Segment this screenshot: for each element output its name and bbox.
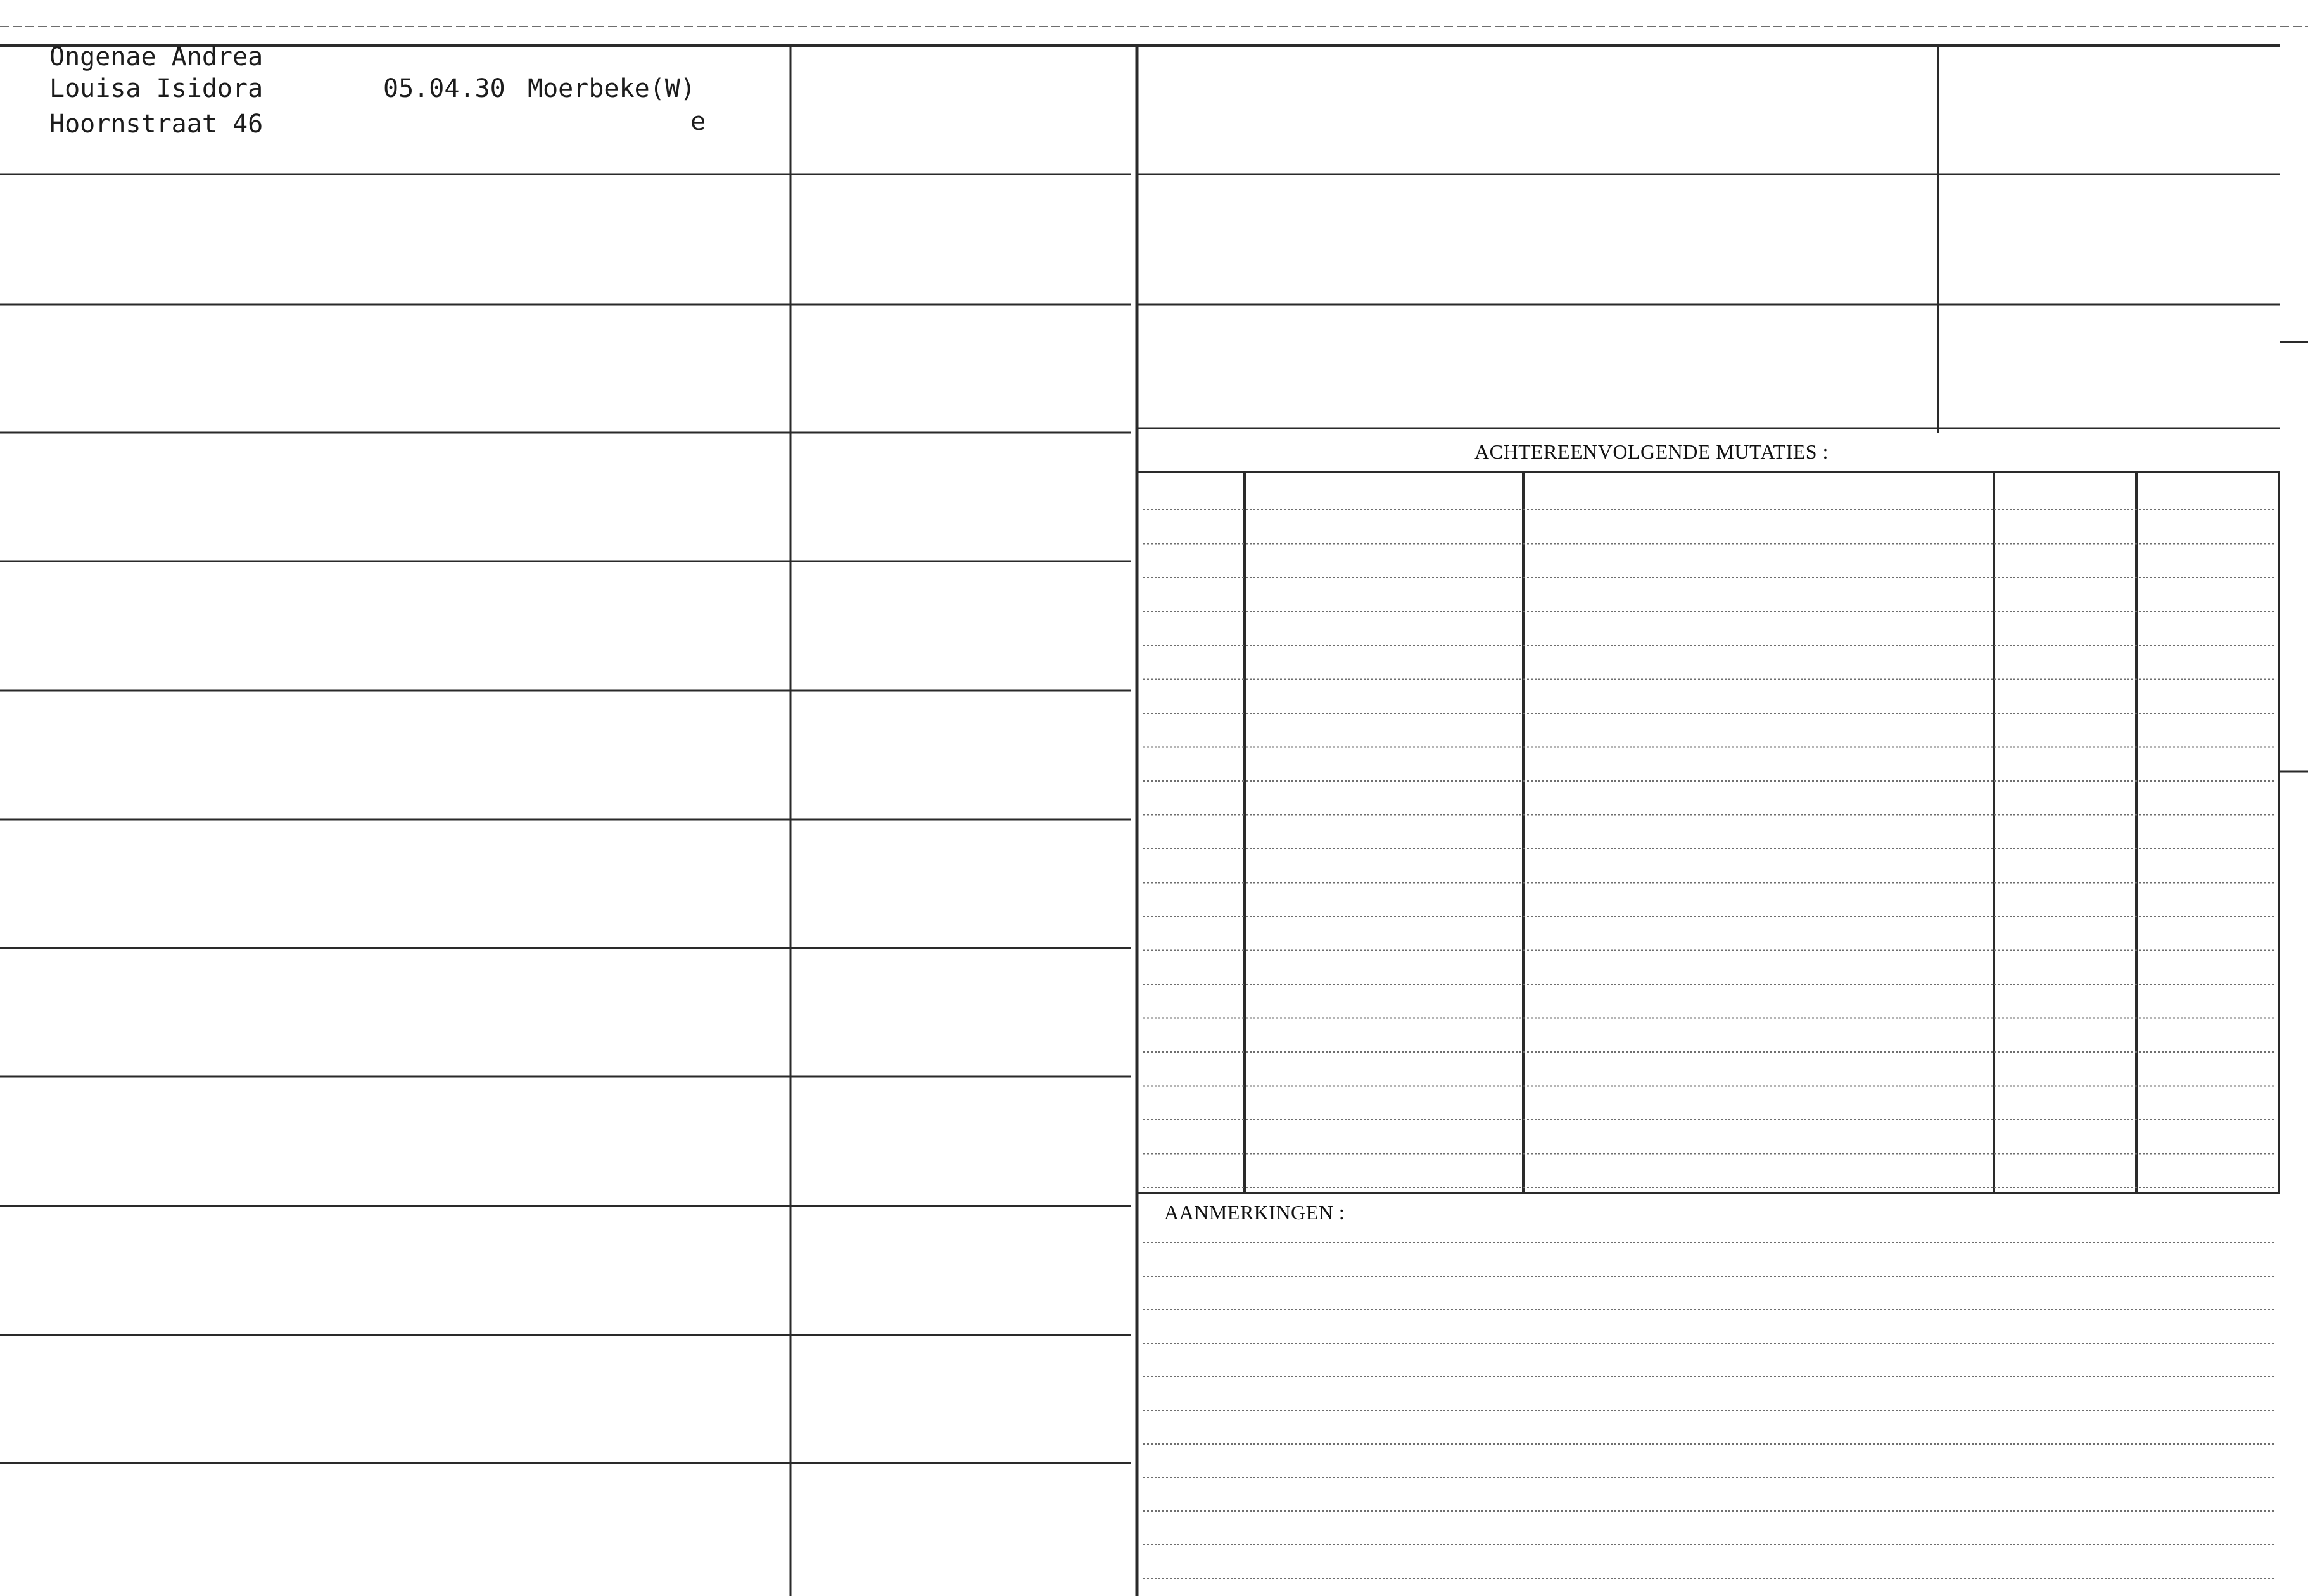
birth-place: Moerbeke(W) (528, 74, 695, 103)
address-line: Hoornstraat 46 (49, 110, 263, 139)
remarks-section-title: AANMERKINGEN : (1164, 1201, 1345, 1224)
annotation-mark: e (690, 107, 706, 136)
surname-line: Ongenae Andrea (49, 42, 263, 72)
mutations-section-title: ACHTEREENVOLGENDE MUTATIES : (1474, 440, 1829, 463)
given-names-line: Louisa Isidora (49, 74, 263, 103)
birth-date: 05.04.30 (383, 74, 505, 103)
